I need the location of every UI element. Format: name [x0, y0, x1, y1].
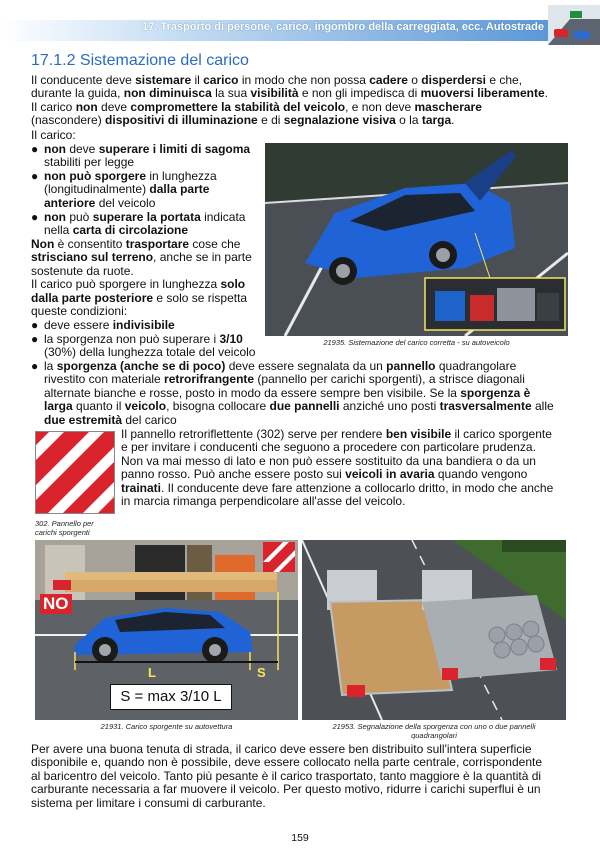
- closing-line: disponibile e, quando non è possibile, deve essere collocato nella parte centrale, corrispondente: [31, 755, 543, 770]
- trasporto-line: dalla parte posteriore e solo se rispetta: [31, 290, 248, 305]
- section-title: 17.1.2 Sistemazione del carico: [31, 52, 249, 69]
- bullet-dot: ●: [31, 359, 39, 373]
- intro-line: Il carico non deve compromettere la stabilità del veicolo, e non deve mascherare: [31, 99, 482, 114]
- pannello-line: in marcia rimanga perpendicolare all'asse del veicolo.: [121, 494, 406, 508]
- car-load-l-label: L: [148, 665, 156, 680]
- carico-bullet-line: anteriore del veicolo: [44, 196, 156, 210]
- il-carico-label: Il carico:: [31, 128, 76, 142]
- car-boot-caption: 21935. Sistemazione del carico corretta - su autoveicolo: [323, 338, 510, 347]
- bullet-dot: ●: [31, 332, 39, 346]
- trucks-caption-line-1: 21953. Segnalazione della sporgenza con uno o due pannelli: [332, 722, 536, 731]
- sporgenza-line: due estremità del carico: [44, 412, 177, 427]
- intro-line: durante la guida, non diminuisca la sua visibilità e non gli impedisca di muoversi liberamente.: [31, 86, 548, 101]
- sporgenza-line: rivestito con materiale retrorifrangente (pannello per carichi sporgenti), a strisce diagonali: [44, 372, 525, 387]
- sporgenza-line: alternate bianche e rosse, posto in modo da essere sempre ben visibile. Se la sporgenza è: [44, 385, 531, 400]
- header-thumbnail-icon: [548, 5, 600, 45]
- condition-bullet-line: deve essere indivisibile: [44, 318, 175, 332]
- car-load-formula: S = max 3/10 L: [110, 684, 232, 710]
- trasporto-line: queste condizioni:: [31, 304, 128, 318]
- trucks-caption-line-2: quadrangolari: [411, 731, 457, 740]
- carico-bullet-line: stabiliti per legge: [44, 155, 135, 170]
- carico-bullet-line: (longitudinalmente) dalla parte: [44, 182, 210, 197]
- bullet-dot: ●: [31, 318, 39, 332]
- intro-line: (nascondere) dispositivi di illuminazione e di segnalazione visiva o la targa.: [31, 113, 455, 128]
- closing-line: al baricentro del veicolo. Tanto più pesante è il carico trasportato, tanto maggiore è la quantità di: [31, 768, 542, 783]
- panel-302-figure: [35, 431, 115, 514]
- car-load-no-label: NO: [40, 594, 72, 614]
- panel-caption-line-2: carichi sporgenti: [35, 528, 90, 537]
- panel-caption-line-1: 302. Pannello per: [35, 519, 94, 528]
- closing-line: sistema per limitare i consumi di carburante.: [31, 795, 266, 810]
- bullet-dot: ●: [31, 169, 39, 183]
- pannello-line: Non va mai messo di lato e non può essere sostituito da una bandiera o da un: [121, 453, 536, 468]
- pannello-line: trainati. Il conducente deve fare attenzione a collocarlo dritto, in modo che anche: [121, 480, 554, 495]
- condition-bullet-line: la sporgenza non può superare i 3/10: [44, 332, 243, 346]
- carico-bullet-line: non può sporgere in lunghezza: [44, 169, 217, 183]
- closing-line: Per avere una buona tenuta di strada, il carico deve essere ben distribuito sull'intera superficie: [31, 742, 532, 756]
- pannello-line: panno rosso. Può anche essere posto sui veicoli in avaria quando vengono: [121, 467, 528, 482]
- car-boot-figure: [265, 143, 568, 336]
- carico-bullet-line: non può superare la portata indicata: [44, 210, 246, 224]
- trasporto-line: Il carico può sporgere in lunghezza solo: [31, 277, 246, 292]
- bullet-dot: ●: [31, 142, 39, 156]
- condition-bullet-line: (30%) della lunghezza totale del veicolo: [44, 345, 256, 360]
- carico-bullet-line: nella carta di circolazione: [44, 223, 189, 238]
- pannello-line: e per invitare i conducenti che seguono a procedere con particolare prudenza.: [121, 440, 536, 455]
- trucks-figure: [302, 540, 566, 720]
- trasporto-line: strisciano sul terreno, anche se in parte: [31, 250, 252, 265]
- carico-bullet-line: non deve superare i limiti di sagoma: [44, 142, 251, 156]
- bullet-dot: ●: [31, 210, 39, 224]
- sporgenza-line: larga quanto il veicolo, bisogna collocare due pannelli anziché uno posti trasversalmente alle: [44, 399, 554, 414]
- chapter-header-title: 17. Trasporto di persone, carico, ingombro della carreggiata, ecc. Autostrade: [142, 21, 544, 33]
- pannello-line: Il pannello retroriflettente (302) serve per rendere ben visibile il carico sporgente: [121, 427, 552, 441]
- trasporto-line: sostenute da ruote.: [31, 263, 134, 278]
- trasporto-line: Non è consentito trasportare cose che: [31, 237, 241, 251]
- intro-line: Il conducente deve sistemare il carico in modo che non possa cadere o disperdersi e che,: [31, 73, 523, 87]
- sporgenza-line: la sporgenza (anche se di poco) deve essere segnalata da un pannello quadrangolare: [44, 359, 517, 373]
- closing-line: carburante necessaria a far muovere il veicolo. Per questo motivo, ridurre i carichi superflui è un: [31, 782, 541, 797]
- car-load-s-label: S: [257, 665, 266, 680]
- car-load-caption: 21931. Carico sporgente su autovettura: [100, 722, 233, 731]
- page-number: 159: [291, 832, 309, 844]
